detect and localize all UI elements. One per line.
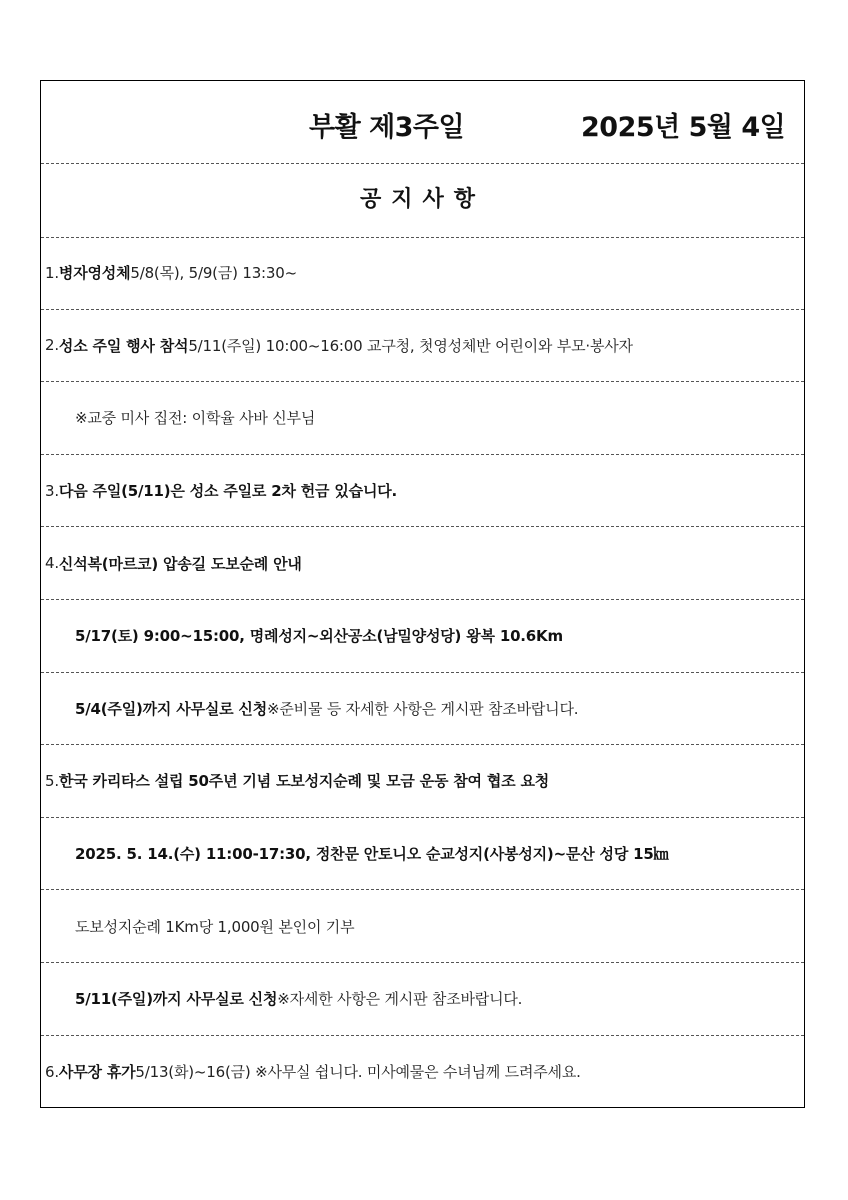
notice-row [41,745,804,818]
row-number: 3. [45,481,59,500]
notice-row [41,237,804,310]
notice-row [41,600,804,673]
notice-row [41,673,804,746]
row-text: ※준비물 등 자세한 사항은 게시판 참조바랍니다. [267,699,579,718]
liturgical-week: 부활 제3주일 [309,112,465,143]
row-text: ※교중 미사 집전: 이학율 사바 신부님 [75,409,316,428]
row-bold: 한국 카리타스 설립 50주년 기념 도보성지순례 및 모금 운동 참여 협조 요청 [58,772,550,791]
row-bold: 2025. 5. 14.(수) 11:00-17:30, 정찬문 안토니오 순교성지(사봉성지)~문산 성당 15㎞ [75,845,669,864]
row-number: 1. [45,263,59,282]
notice-row [41,455,804,528]
row-bold: 5/4(주일)까지 사무실로 신청 [75,699,268,718]
notice-row [41,818,804,891]
row-text: 5/8(목), 5/9(금) 13:30~ [130,264,297,283]
row-bold: 신석복(마르코) 압송길 도보순례 안내 [58,554,302,573]
bulletin-sheet [40,80,805,1108]
row-number: 5. [45,771,59,790]
notice-row [41,963,804,1036]
row-number: 6. [45,1062,59,1081]
bulletin-header [41,81,804,164]
bulletin-date: 2025년 5월 4일 [581,112,786,143]
row-text: 5/13(화)~16(금) ※사무실 쉽니다. 미사예물은 수녀님께 드려주세요. [135,1063,581,1082]
row-bold: 5/11(주일)까지 사무실로 신청 [75,990,278,1009]
row-bold: 다음 주일(5/11)은 성소 주일로 2차 헌금 있습니다. [58,482,398,501]
row-bold: 성소 주일 행사 참석 [58,336,189,355]
row-text: 도보성지순례 1Km당 1,000원 본인이 기부 [75,917,355,936]
row-text: ※자세한 사항은 게시판 참조바랍니다. [277,990,523,1009]
notice-row [41,1036,804,1109]
row-bold: 5/17(토) 9:00~15:00, 명례성지~외산공소(남밀양성당) 왕복 10.6Km [75,627,563,646]
notice-row [41,382,804,455]
row-text: 5/11(주일) 10:00~16:00 교구청, 첫영성체반 어린이와 부모·봉사자 [188,336,633,355]
row-number: 4. [45,554,59,573]
row-bold: 병자영성체 [58,264,131,283]
row-bold: 사무장 휴가 [58,1063,136,1082]
row-number: 2. [45,336,59,355]
notice-row [41,310,804,383]
notice-title: 공지사항 [41,163,804,238]
notice-row [41,890,804,963]
notice-row [41,527,804,600]
notice-list [41,237,804,1108]
